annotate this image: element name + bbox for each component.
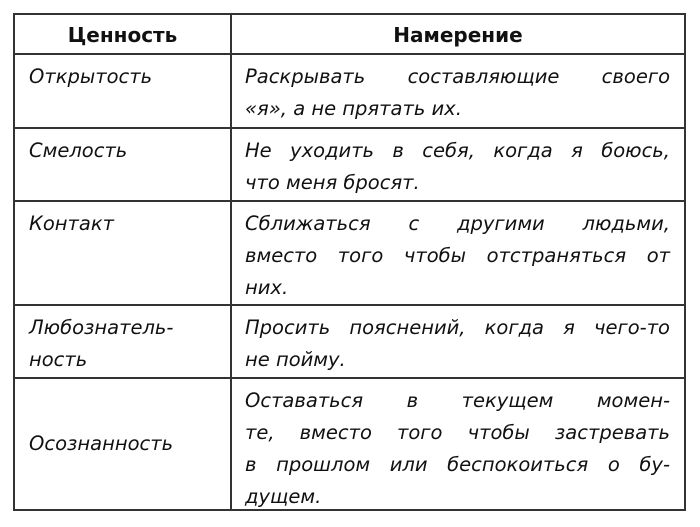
value-text-line: Любознатель- xyxy=(29,316,174,339)
column-header-value: Ценность xyxy=(15,15,232,53)
intention-cell xyxy=(232,379,684,509)
intention-text-line: Сближаться с другими людьми, xyxy=(245,212,670,235)
intention-text-line: что меня бросят. xyxy=(245,171,420,194)
intention-text-line: Оставаться в текущем момен- xyxy=(245,389,670,412)
table-row xyxy=(15,306,684,379)
table-row xyxy=(15,202,684,306)
intention-text-line: них. xyxy=(245,276,289,299)
value-text: Контакт xyxy=(29,212,114,235)
intention-cell xyxy=(232,202,684,304)
intention-text-line: «я», а не прятать их. xyxy=(245,97,462,120)
intention-text-line: в прошлом или беспокоиться о бу- xyxy=(245,453,670,476)
value-text-line: ность xyxy=(29,348,88,371)
table-header-row xyxy=(15,15,684,55)
table-row xyxy=(15,129,684,202)
intention-text-line: Раскрывать составляющие своего xyxy=(245,65,670,88)
value-cell xyxy=(15,55,232,127)
value-text: Открытость xyxy=(29,65,153,88)
intention-text-line: вместо того чтобы отстраняться от xyxy=(245,244,670,267)
value-cell xyxy=(15,306,232,377)
column-header-intention: Намерение xyxy=(393,23,523,47)
value-text: Осознанность xyxy=(29,432,174,455)
intention-cell xyxy=(232,55,684,127)
table-row xyxy=(15,55,684,129)
intention-text-line: те, вместо того чтобы застревать xyxy=(245,421,670,444)
intention-text-line: дущем. xyxy=(245,485,322,508)
intention-text-line: не пойму. xyxy=(245,348,346,371)
table-row xyxy=(15,379,684,509)
value-cell xyxy=(15,129,232,200)
value-cell xyxy=(15,202,232,304)
values-table xyxy=(13,13,686,511)
value-cell xyxy=(15,379,232,509)
intention-text-line: Просить пояснений, когда я чего-то xyxy=(245,316,670,339)
value-text: Смелость xyxy=(29,139,128,162)
intention-text-line: Не уходить в себя, когда я боюсь, xyxy=(245,139,670,162)
intention-cell xyxy=(232,306,684,377)
intention-cell xyxy=(232,129,684,200)
